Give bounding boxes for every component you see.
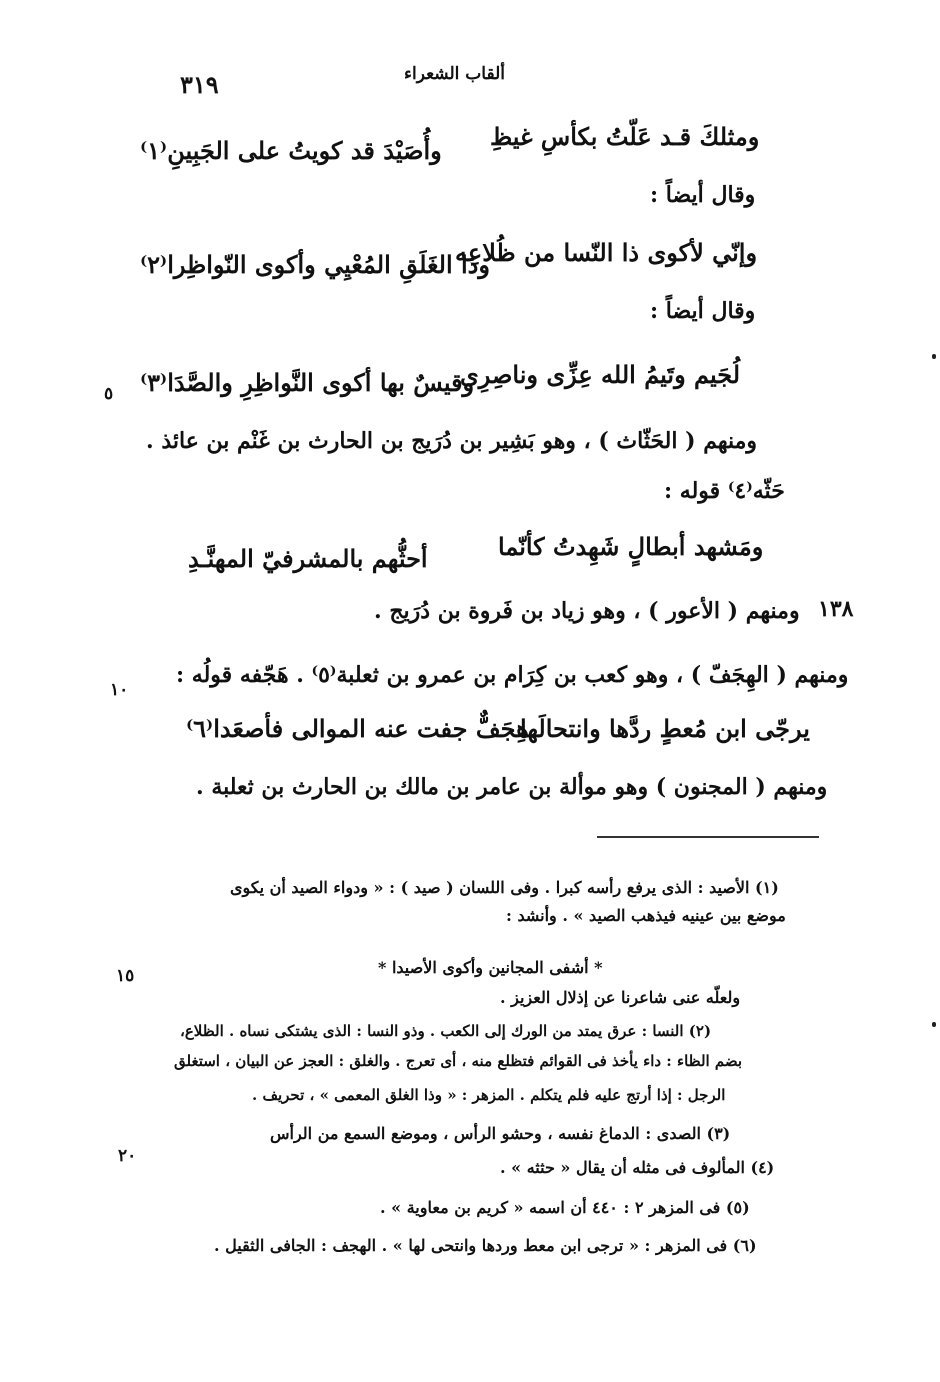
margin-line-number-20: ٢٠ <box>118 1146 137 1166</box>
entry-al-awar: ومنهم ( الأعور ) ، وهو زياد بن فَروة بن دُرَيج . <box>374 598 800 624</box>
footnote-1-line-4: ولعلّه عنى شاعرنا عن إذلال العزيز . <box>500 988 741 1007</box>
scan-speck <box>932 1022 936 1027</box>
page-number: ٣١٩ <box>180 70 219 99</box>
margin-line-number-10: ١٠ <box>110 680 129 700</box>
verse-2-right-hemistich: وإنّي لأكوى ذا النّسا من ظُلاعِه <box>455 238 758 267</box>
margin-line-number-5: ٥ <box>104 384 114 404</box>
entry-al-majnun: ومنهم ( المجنون ) وهو موألة بن عامر بن مالك بن الحارث بن ثعلبة . <box>196 774 828 800</box>
verse-1-left-hemistich: وأُصَيْدَ قد كويتُ على الجَبِينِ⁽١⁾ <box>140 136 442 165</box>
running-header-title: ألقاب الشعراء <box>404 64 505 84</box>
footnote-divider <box>597 836 819 838</box>
footnote-6: (٦) فى المزهر : « ترجى ابن معط وردها وانتحى لها » . الهجف : الجافى الثقيل . <box>214 1236 757 1255</box>
footnote-1-verse: * أشفى المجانين وأكوى الأصيدا * <box>378 958 603 977</box>
verse-1-right-hemistich: ومثلكَ قـد عَلّتُ بكأسِ غيظِ <box>490 122 760 151</box>
scan-speck <box>932 354 936 359</box>
intro-line-said-also-2: وقال أيضاً : <box>650 298 756 324</box>
footnote-2-line-2: بضم الظاء : داء يأخذ فى القوائم فتظلع منه ، أى تعرج . والغلق : العجز عن البيان ، استغلق <box>174 1052 743 1070</box>
verse-3-right-hemistich: لُجَيم وتَيمُ الله عِزِّى وناصِرِى <box>460 360 741 389</box>
footnote-2-line-1: (٢) النسا : عرق يمتد من الورك إلى الكعب . وذو النسا : الذى يشتكى نساه . الظلاع، <box>180 1022 712 1040</box>
footnote-1-line-2: موضع بين عينيه فيذهب الصيد » . وأنشد : <box>506 906 786 925</box>
entry-al-haththath-quote-intro: حَثّه⁽٤⁾ قوله : <box>664 478 785 504</box>
footnote-2-line-3: الرجل : إذا أرتج عليه فلم يتكلم . المزهر : « وذا الغلق المعمى » ، تحريف . <box>252 1086 726 1104</box>
verse-4-right-hemistich: ومَشهد أبطالٍ شَهِدتُ كأنّما <box>498 532 764 561</box>
entry-al-haththath: ومنهم ( الحَثّاث ) ، وهو بَشِير بن دُرَيج بن الحارث بن غَنْم بن عائذ . <box>146 428 758 454</box>
verse-4-left-hemistich: أحثُّهم بالمشرفيّ المهنَّـدِ <box>188 544 428 573</box>
footnote-3: (٣) الصدى : الدماغ نفسه ، وحشو الرأس ، وموضع السمع من الرأس <box>270 1124 731 1143</box>
verse-2-left-hemistich: وذا الغَلَقِ المُعْيِي وأكوى النّواظِرا⁽٢⁾ <box>140 250 490 279</box>
entry-al-hijaff: ومنهم ( الهِجَفّ ) ، وهو كعب بن كِرَام بن عمرو بن ثعلبة⁽٥⁾ . هَجّفه قولُه : <box>176 662 849 688</box>
footnote-1-line-1: (١) الأصيد : الذى يرفع رأسه كبرا . وفى اللسان ( صيد ) : « ودواء الصيد أن يكوى <box>230 878 779 897</box>
margin-line-number-15: ١٥ <box>116 966 135 986</box>
verse-5-right-hemistich: يرجّى ابن مُعطٍ ردَّها وانتحالَها <box>520 714 810 743</box>
margin-original-page-138: ١٣٨ <box>818 596 854 622</box>
footnote-4: (٤) المألوف فى مثله أن يقال « حثثه » . <box>500 1158 775 1177</box>
verse-3-left-hemistich: وقيسٌ بها أكوى النَّواظِرِ والصَّدَا⁽٣⁾ <box>140 368 475 397</box>
intro-line-said-also-1: وقال أيضاً : <box>650 182 756 208</box>
verse-5-left-hemistich: هِجَفٌّ جفت عنه الموالى فأصعَدا⁽٦⁾ <box>186 714 529 743</box>
footnote-5: (٥) فى المزهر ٢ : ٤٤٠ أن اسمه « كريم بن معاوية » . <box>380 1198 750 1217</box>
